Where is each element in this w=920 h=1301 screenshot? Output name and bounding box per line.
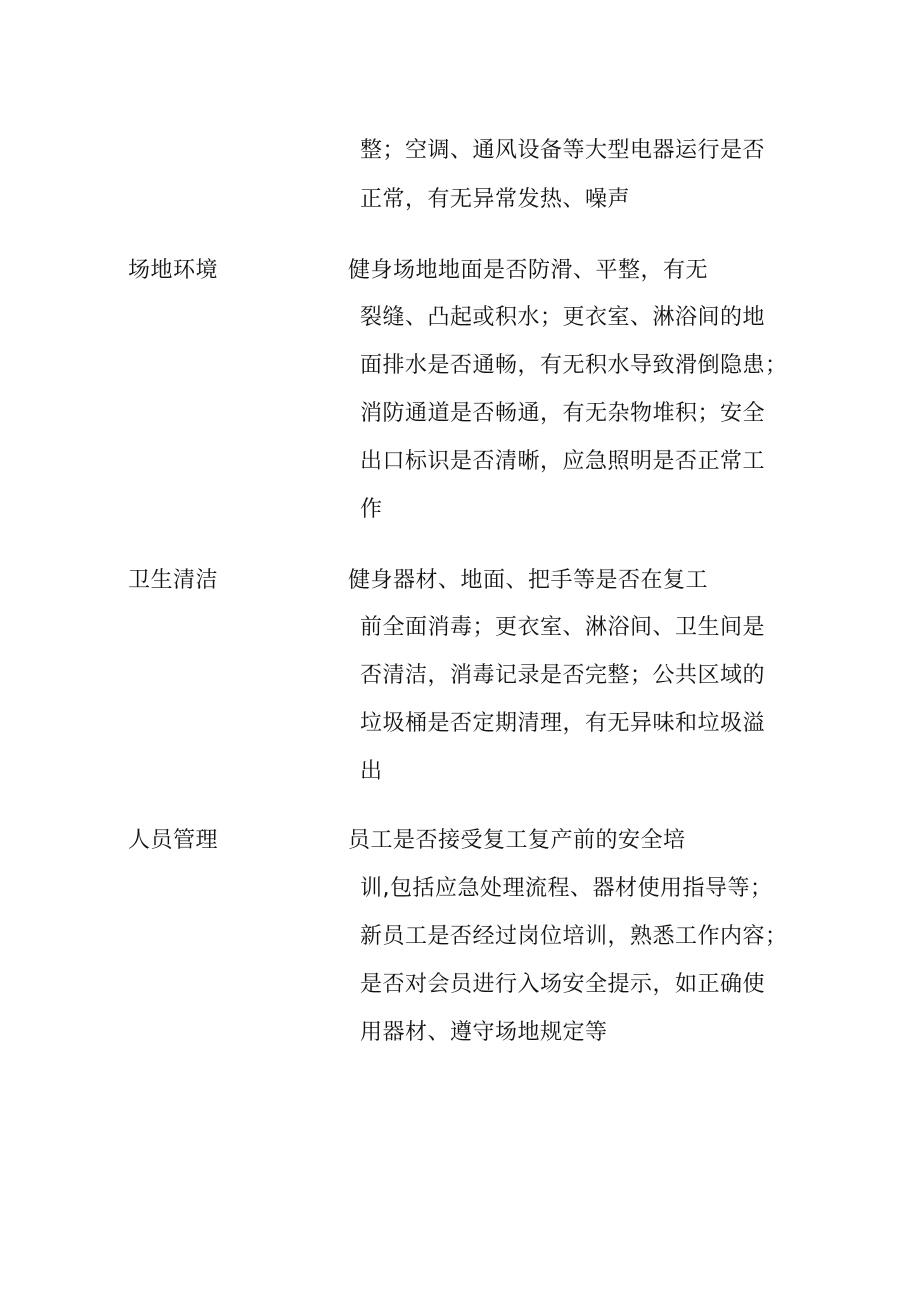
row-label-site-environment: 场地环境 bbox=[128, 258, 219, 283]
row-1-line-6: 作 bbox=[360, 497, 383, 522]
row-2-line-1: 健身器材、地面、把手等是否在复工 bbox=[348, 568, 709, 593]
row-3-line-3: 新员工是否经过岗位培训，熟悉工作内容； bbox=[360, 924, 788, 949]
row-2-line-5: 出 bbox=[360, 759, 383, 784]
intro-line-1: 整；空调、通风设备等大型电器运行是否 bbox=[360, 138, 766, 163]
row-3-line-5: 用器材、遵守场地规定等 bbox=[360, 1020, 608, 1045]
row-1-line-1: 健身场地地面是否防滑、平整，有无 bbox=[348, 258, 709, 283]
row-2-line-3: 否清洁，消毒记录是否完整；公共区域的 bbox=[360, 663, 766, 688]
row-2-line-2: 前全面消毒；更衣室、淋浴间、卫生间是 bbox=[360, 615, 766, 640]
row-1-line-5: 出口标识是否清晰，应急照明是否正常工 bbox=[360, 449, 766, 474]
row-2-line-4: 垃圾桶是否定期清理，有无异味和垃圾溢 bbox=[360, 711, 766, 736]
intro-line-2: 正常，有无异常发热、噪声 bbox=[360, 187, 631, 212]
row-3-line-4: 是否对会员进行入场安全提示，如正确使 bbox=[360, 972, 766, 997]
row-3-line-1: 员工是否接受复工复产前的安全培 bbox=[348, 828, 686, 853]
row-3-line-2: 训,包括应急处理流程、器材使用指导等； bbox=[360, 876, 773, 901]
row-label-staff-management: 人员管理 bbox=[128, 828, 219, 853]
row-1-line-3: 面排水是否通畅，有无积水导致滑倒隐患； bbox=[360, 353, 788, 378]
row-1-line-4: 消防通道是否畅通，有无杂物堆积；安全 bbox=[360, 401, 766, 426]
row-1-line-2: 裂缝、凸起或积水；更衣室、淋浴间的地 bbox=[360, 305, 766, 330]
row-label-hygiene-cleaning: 卫生清洁 bbox=[128, 568, 219, 593]
